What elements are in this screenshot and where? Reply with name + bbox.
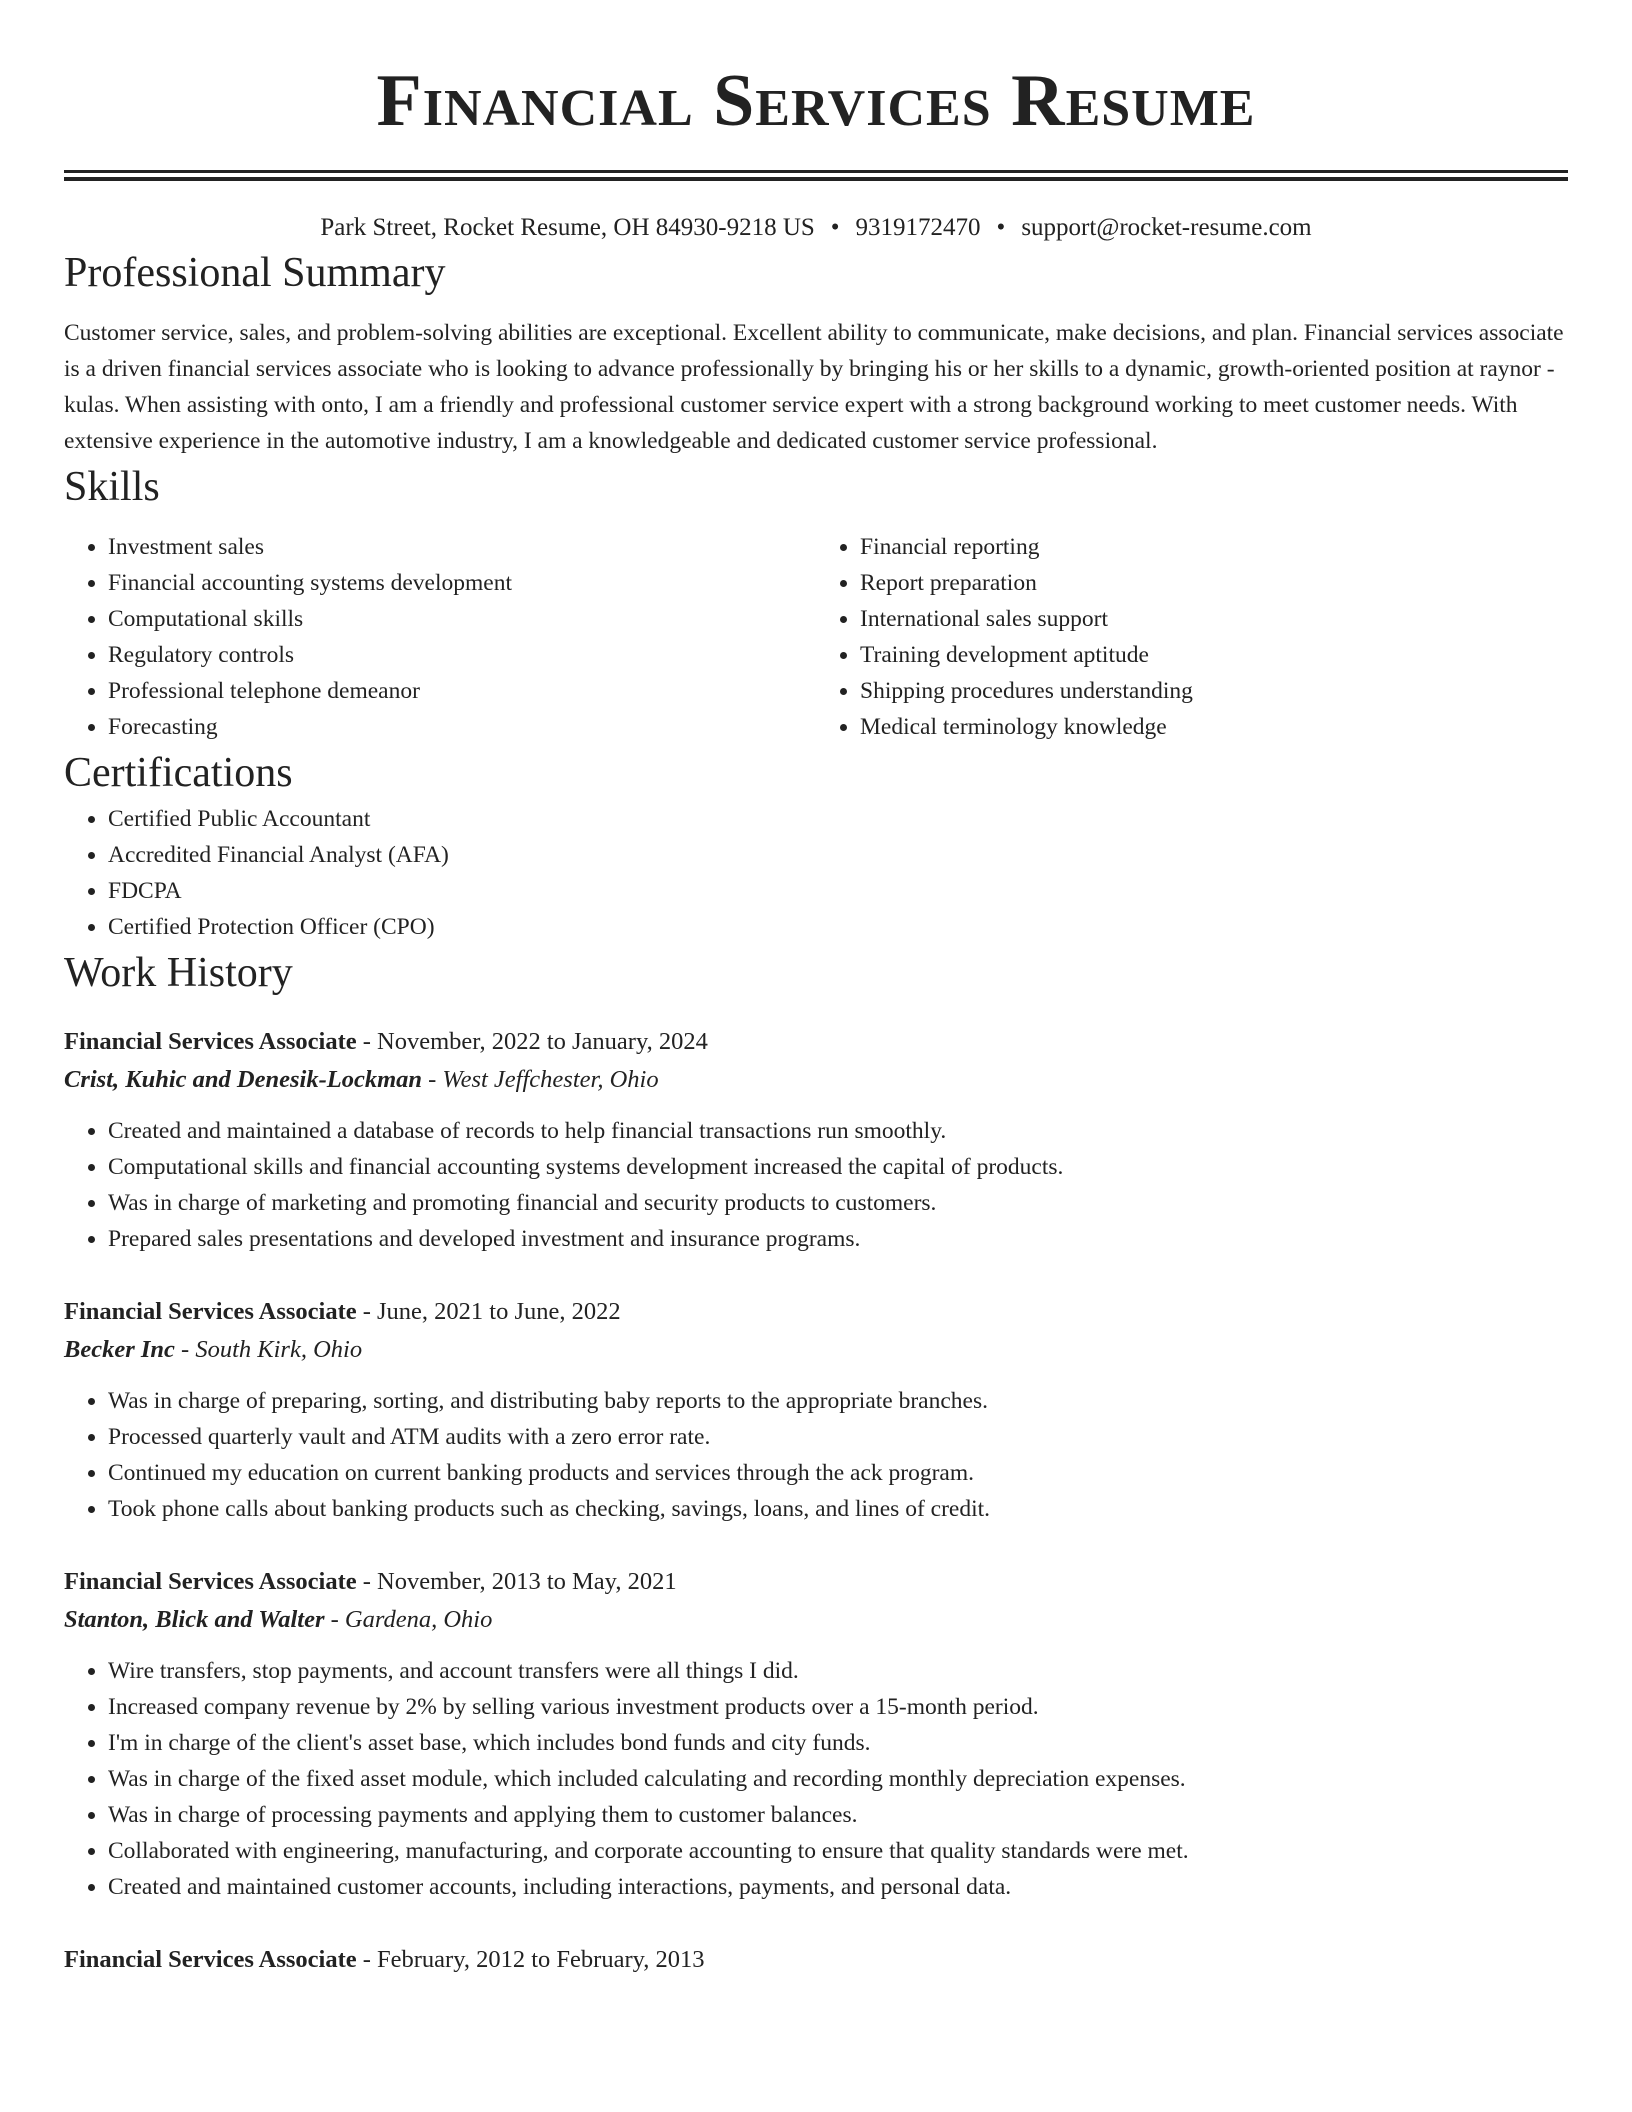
job-company: Crist, Kuhic and Denesik-Lockman [64,1066,423,1093]
job-location: - South Kirk, Ohio [174,1336,363,1363]
contact-separator: • [830,214,840,241]
job-company: Becker Inc [64,1336,175,1363]
job-bullet: • Computational skills and financial accounting systems development increased the capital of products. [108,1149,1568,1185]
contact-separator: • [996,214,1006,241]
job-bullets [64,1653,1568,1905]
job-dates: - June, 2021 to June, 2022 [356,1298,621,1325]
job-location: - West Jeffchester, Ohio [422,1066,659,1093]
certifications-list [64,801,1568,945]
job-title-line [64,1023,1568,1061]
job-dates: - November, 2013 to May, 2021 [356,1568,677,1595]
resume-title: Financial Services Resume [376,60,1256,142]
job-bullet: • Was in charge of processing payments and applying them to customer balances. [108,1797,1568,1833]
certifications-heading: Certifications [64,750,293,796]
skills-columns [64,529,1568,745]
job-bullet: • I'm in charge of the client's asset base, which includes bond funds and city funds. [108,1725,1568,1761]
job-bullet: • Was in charge of preparing, sorting, and distributing baby reports to the appropriate branches. [108,1383,1568,1419]
job-bullets [64,1383,1568,1527]
job-title: Financial Services Associate [64,1946,357,1973]
summary-heading: Professional Summary [64,250,446,296]
job-bullet: • Collaborated with engineering, manufacturing, and corporate accounting to ensure that quality standards were met. [108,1833,1568,1869]
skills-list-left [64,529,816,745]
skill-item: • Medical terminology knowledge [860,709,1568,745]
job-bullet: • Was in charge of the fixed asset module, which included calculating and recording monthly depreciation expenses. [108,1761,1568,1797]
job-location: - Gardena, Ohio [324,1606,493,1633]
work-history-heading: Work History [64,950,293,996]
skills-list-right [816,529,1568,745]
job-title-line [64,1293,1568,1331]
skill-item: • Forecasting [108,709,816,745]
skills-heading: Skills [64,464,160,510]
skill-item: • Financial accounting systems development [108,565,816,601]
job-title: Financial Services Associate [64,1568,357,1595]
skill-item: • Professional telephone demeanor [108,673,816,709]
job-title: Financial Services Associate [64,1298,357,1325]
contact-phone: 9319172470 [855,214,981,241]
skill-item: • Investment sales [108,529,816,565]
summary-text: Customer service, sales, and problem-solving abilities are exceptional. Excellent ability to communicate, make decisions, and plan. Financial services associate is a driven financial services associate who is looking to advance professionally by bringing his or her skills to a dynamic, growth-oriented position at raynor - kulas. When assisting with onto, I am a friendly and professional customer service expert with a strong background working to meet customer needs. With extensive experience in the automotive industry, I am a knowledgeable and dedicated customer service professional. [64,320,1564,454]
job-company-line [64,1061,1568,1099]
job-title-line [64,1941,1568,1979]
resume-page [64,0,1568,1979]
skill-item: • Training development aptitude [860,637,1568,673]
job-bullet: • Prepared sales presentations and developed investment and insurance programs. [108,1221,1568,1257]
contact-email: support@rocket-resume.com [1021,214,1312,241]
skill-item: • Shipping procedures understanding [860,673,1568,709]
contact-line [64,211,1568,245]
job-entry [64,1023,1568,1257]
skill-item: • Regulatory controls [108,637,816,673]
skill-item: • Financial reporting [860,529,1568,565]
skill-item: • Computational skills [108,601,816,637]
job-bullet: • Wire transfers, stop payments, and account transfers were all things I did. [108,1653,1568,1689]
job-bullet: • Took phone calls about banking products such as checking, savings, loans, and lines of credit. [108,1491,1568,1527]
skill-item: • International sales support [860,601,1568,637]
certification-item: • FDCPA [108,873,1568,909]
job-company: Stanton, Blick and Walter [64,1606,325,1633]
job-entry [64,1293,1568,1527]
job-entry [64,1563,1568,1905]
job-company-line [64,1601,1568,1639]
job-bullet: • Created and maintained customer accounts, including interactions, payments, and personal data. [108,1869,1568,1905]
title-double-rule [64,170,1568,181]
skill-item: • Report preparation [860,565,1568,601]
contact-address: Park Street, Rocket Resume, OH 84930-9218 US [320,214,815,241]
certification-item: • Certified Public Accountant [108,801,1568,837]
job-bullet: • Created and maintained a database of records to help financial transactions run smoothly. [108,1113,1568,1149]
job-title: Financial Services Associate [64,1028,357,1055]
job-title-line [64,1563,1568,1601]
certification-item: • Certified Protection Officer (CPO) [108,909,1568,945]
job-bullet: • Increased company revenue by 2% by selling various investment products over a 15-month period. [108,1689,1568,1725]
job-bullet: • Continued my education on current banking products and services through the ack program. [108,1455,1568,1491]
job-dates: - November, 2022 to January, 2024 [356,1028,708,1055]
job-bullets [64,1113,1568,1257]
job-dates: - February, 2012 to February, 2013 [356,1946,705,1973]
job-company-line [64,1331,1568,1369]
certification-item: • Accredited Financial Analyst (AFA) [108,837,1568,873]
job-bullet: • Was in charge of marketing and promoting financial and security products to customers. [108,1185,1568,1221]
job-bullet: • Processed quarterly vault and ATM audits with a zero error rate. [108,1419,1568,1455]
job-entry [64,1941,1568,1979]
